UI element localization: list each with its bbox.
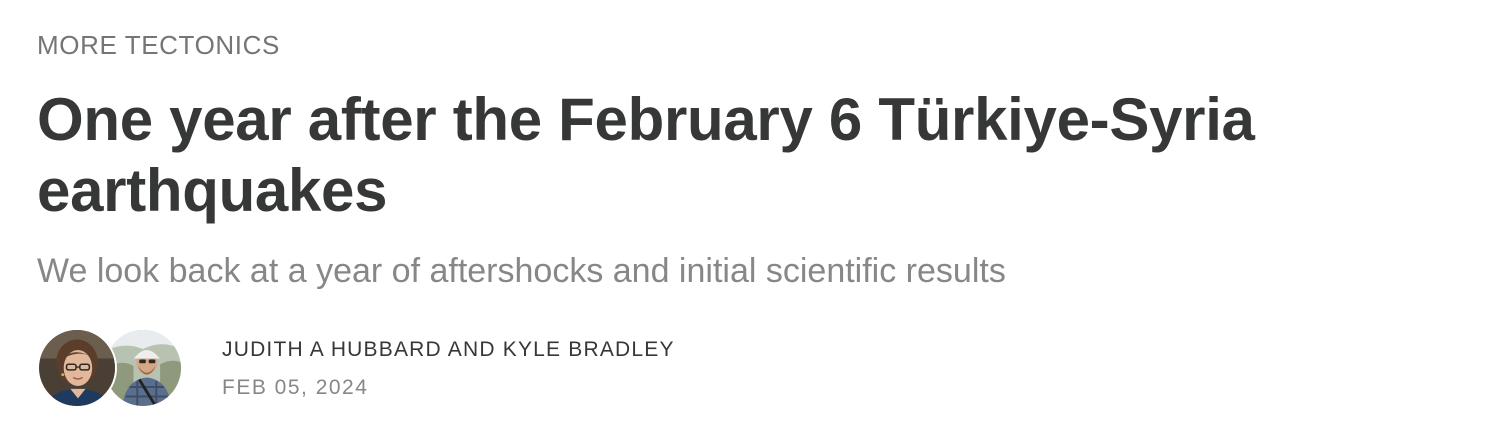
byline — [37, 326, 937, 410]
woman-portrait-icon — [39, 330, 115, 406]
section-link[interactable]: MORE TECTONICS — [37, 30, 280, 60]
author-avatar-judith[interactable] — [37, 328, 117, 408]
post-subtitle: We look back at a year of aftershocks and initial scientific results — [37, 252, 1006, 290]
post-date: FEB 05, 2024 — [222, 376, 369, 399]
author-names-link[interactable]: JUDITH A HUBBARD AND KYLE BRADLEY — [222, 338, 675, 361]
post-title: One year after the February 6 Türkiye-Syria earthquakes — [37, 86, 1255, 224]
